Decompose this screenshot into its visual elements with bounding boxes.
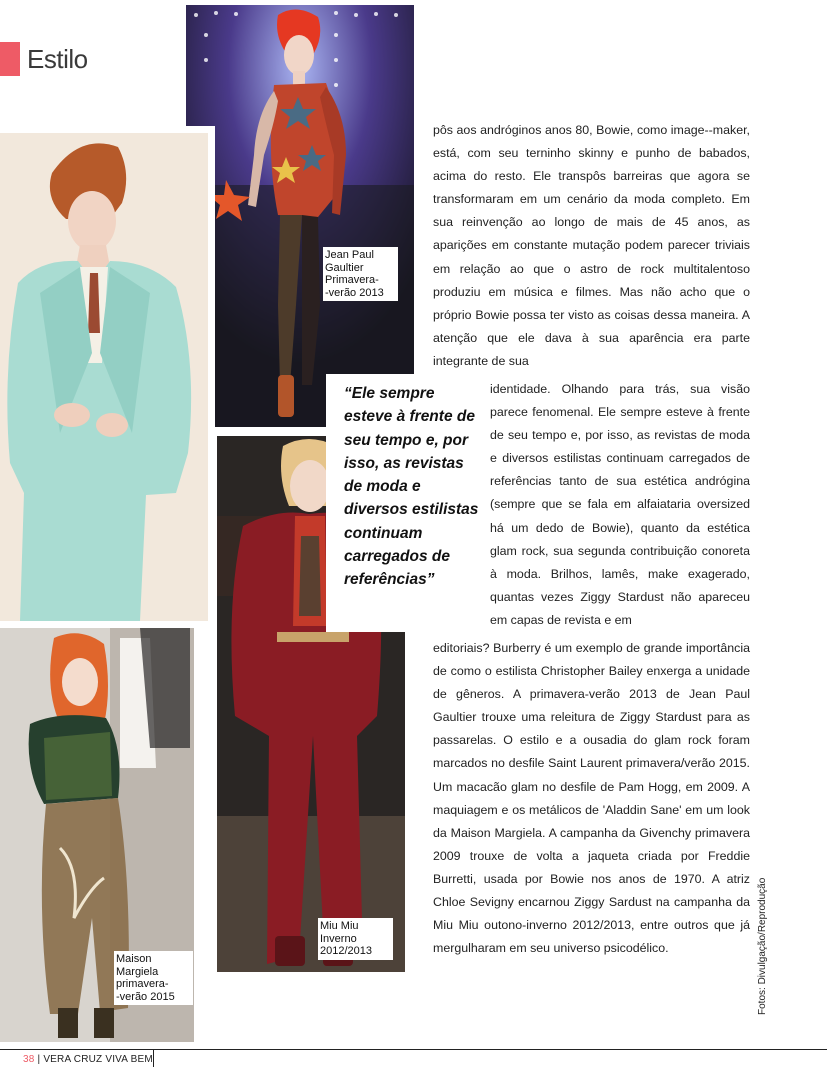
footer-divider xyxy=(153,1049,154,1067)
body-text-block-3 xyxy=(433,637,750,960)
pull-quote: “Ele sempre esteve à frente de seu tempo e, por isso, as revistas de moda e diversos estilistas continuam carregados de referências” xyxy=(326,374,482,632)
body-paragraph: identidade. Olhando para trás, sua visão parece fenomenal. Ele sempre esteve à frente de seu tempo e, por isso, as revistas de moda e diversos estilistas continuam carregados de referências tanto de sua estética andrógina (sempre que se fala em alfaiataria oversized há um dedo de Bowie), quanto da estética glam rock, sua segunda contribuição conoreta à moda. Brilhos, lamês, make exagerado, quantas vezes Ziggy Stardust não apareceu em capas de revista e em xyxy=(490,382,750,627)
body-paragraph: editoriais? Burberry é um exemplo de grande importância de como o estilista Christopher Bailey enxerga a unidade de gêneros. A primavera-verão 2013 de Jean Paul Gaultier trouxe uma releitura de Ziggy Stardust para as passarelas. O estilo e a ousadia do glam rock foram marcados no desfile Saint Laurent primavera/verão 2015. Um macacão glam no desfile de Pam Hogg, em 2009. A maquiagem e os metálicos de 'Aladdin Sane' em um look da Maison Margiela. A campanha da Givenchy primavera 2009 trouxe de volta a jaqueta criada por Freddie Burretti, usada por Bowie nos anos de 1970. A atriz Chloe Sevigny encarnou Ziggy Sardust na campanha da Miu Miu outono-inverno 2012/2013, entre outros que já mergulharam em seu universo psicodélico. xyxy=(433,641,750,956)
section-title: Estilo xyxy=(27,44,88,74)
caption-line: primavera- xyxy=(116,978,169,990)
photo-credit: Fotos: Divulgação/Reprodução xyxy=(757,877,768,1015)
caption-miumiu xyxy=(318,918,393,960)
caption-line: Inverno xyxy=(320,932,357,945)
caption-line: Jean Paul xyxy=(325,249,374,261)
publication-name: VERA CRUZ VIVA BEM xyxy=(43,1054,153,1065)
photo-bowie-suit xyxy=(0,133,208,621)
caption-line: Margiela xyxy=(116,965,159,978)
photo-gaultier-runway xyxy=(186,5,414,427)
page-footer xyxy=(23,1054,153,1065)
caption-line: Primavera- xyxy=(325,274,379,286)
body-text-block-1 xyxy=(433,119,750,373)
caption-gaultier xyxy=(323,247,398,301)
page-number: 38 xyxy=(23,1054,35,1065)
caption-line: Gaultier xyxy=(325,261,364,274)
caption-line: Miu Miu xyxy=(320,920,359,932)
section-accent-bar xyxy=(0,42,20,76)
caption-line: -verão 2015 xyxy=(116,990,175,1003)
caption-line: Maison xyxy=(116,953,152,965)
caption-margiela xyxy=(114,951,193,1005)
caption-line: 2012/2013 xyxy=(320,945,372,957)
footer-separator: | xyxy=(37,1054,41,1065)
body-text-block-2 xyxy=(490,378,750,632)
body-paragraph: pôs aos andróginos anos 80, Bowie, como image--maker, está, com seu terninho skinny e punho de babados, acima do resto. Ele transpôs barreiras que agora se transformaram em um cenário da moda completo. Em sua reinvenção ao longo de mais de 45 anos, as aparições em constante mutação podem parecer triviais em relação ao que o astro de rock multitalentoso produziu em música e filmes. Mas não acho que o próprio Bowie possa ter visto as coisas dessa maneira. A atenção que ele dava à sua aparência era parte integrante de sua xyxy=(433,123,750,368)
footer-rule xyxy=(0,1049,827,1050)
caption-line: -verão 2013 xyxy=(325,286,384,299)
